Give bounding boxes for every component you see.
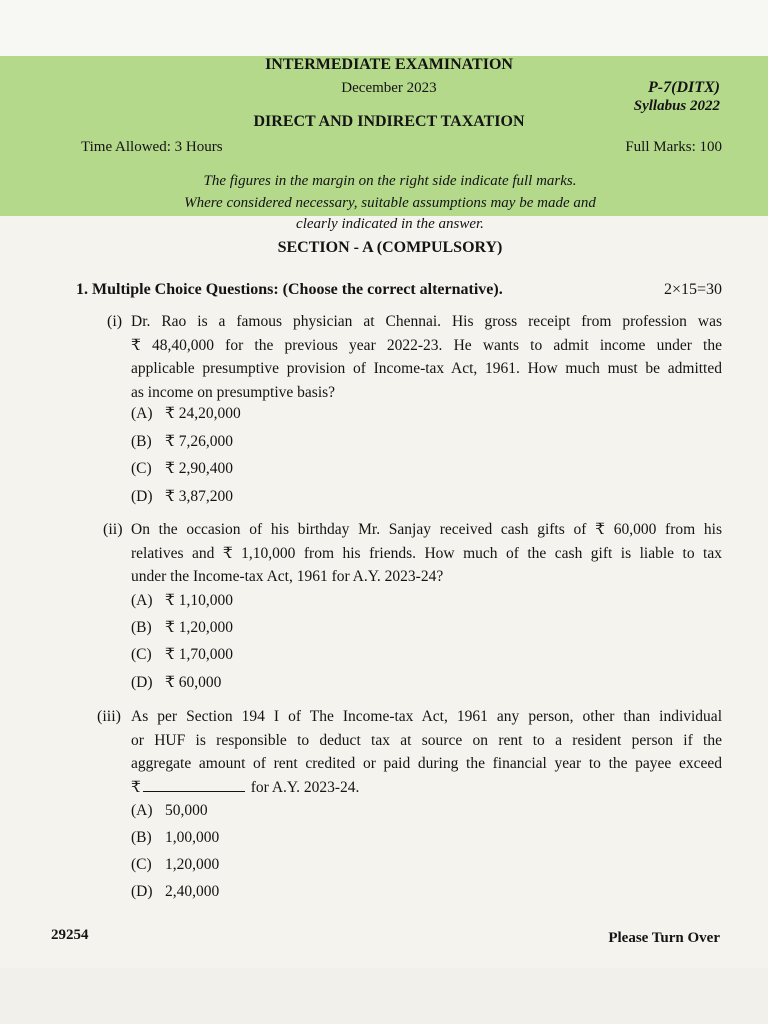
option-item[interactable] [131,487,233,507]
option-label: (A) [131,405,153,422]
question-line: Dr. Rao is a famous physician at Chennai. His gross receipt from profession was [131,313,722,330]
question-line: As per Section 194 I of The Income-tax Act, 1961 any person, other than individual [131,708,722,725]
instruction-assumptions-cont: clearly indicated in the answer. [296,216,484,232]
option-item[interactable] [131,618,233,638]
option-text: 1,00,000 [165,829,220,846]
subject-title: DIRECT AND INDIRECT TAXATION [253,113,525,130]
question-line: ₹ 48,40,000 for the previous year 2022-23. He wants to admit income under the [131,336,722,354]
option-text: ₹ 60,000 [165,674,222,691]
option-label: (D) [131,883,153,900]
option-label: (B) [131,619,152,636]
option-item[interactable] [131,673,221,693]
question-line: applicable presumptive provision of Income-tax Act, 1961. How much must be admitted [131,360,722,377]
option-label: (C) [131,856,152,873]
option-item[interactable] [131,645,233,665]
option-text: 50,000 [165,802,208,819]
option-item[interactable] [131,801,208,821]
section-title: SECTION - A (COMPULSORY) [277,239,503,256]
time-allowed: Time Allowed: 3 Hours [81,139,223,155]
option-label: (B) [131,829,152,846]
question-line: under the Income-tax Act, 1961 for A.Y. 2023-24? [131,568,444,585]
option-item[interactable] [131,882,219,902]
full-marks: Full Marks: 100 [625,139,722,155]
option-text: ₹ 24,20,000 [165,405,241,422]
rupee-symbol: ₹ [131,778,141,796]
option-item[interactable] [131,828,219,848]
exam-title: INTERMEDIATE EXAMINATION [265,56,513,73]
option-text: ₹ 1,70,000 [165,646,233,663]
option-item[interactable] [131,459,233,479]
option-text: ₹ 1,20,000 [165,619,233,636]
instruction-assumptions: Where considered necessary, suitable assumptions may be made and [184,195,596,211]
option-text: ₹ 3,87,200 [165,488,233,505]
option-item[interactable] [131,855,219,875]
option-text: 2,40,000 [165,883,220,900]
option-item[interactable] [131,591,233,611]
answer-blank [143,777,245,792]
question-number: (ii) [103,521,123,538]
option-item[interactable] [131,432,233,452]
exam-session: December 2023 [341,80,437,96]
question-line: relatives and ₹ 1,10,000 from his friends. How much of the cash gift is liable to tax [131,544,722,562]
paper-code: P-7(DITX) [648,79,720,96]
paper-serial-number: 29254 [51,927,89,943]
option-label: (D) [131,674,153,691]
question-text [131,310,722,404]
option-label: (A) [131,592,153,609]
question-number: (iii) [97,708,121,725]
question-heading: 1. Multiple Choice Questions: (Choose the correct alternative). [76,281,503,298]
question-line: as income on presumptive basis? [131,383,336,401]
option-label: (A) [131,802,153,819]
question-line: On the occasion of his birthday Mr. Sanjay received cash gifts of ₹ 60,000 from his [131,521,722,538]
question-line: or HUF is responsible to deduct tax at source on rent to a resident person if the [131,731,722,749]
question-line-suffix: for A.Y. 2023-24. [250,778,360,796]
option-label: (C) [131,646,152,663]
option-item[interactable] [131,404,241,424]
question-line: aggregate amount of rent credited or paid during the financial year to the payee exceed [131,755,722,772]
question-number: (i) [107,313,123,330]
syllabus-label: Syllabus 2022 [633,98,720,114]
question-line [131,776,722,800]
option-label: (B) [131,433,152,450]
option-text: ₹ 2,90,400 [165,460,233,477]
option-text: ₹ 1,10,000 [165,592,233,609]
question-text [131,705,722,799]
page-top-margin [0,0,768,56]
page-bottom-margin [0,968,768,1024]
option-label: (C) [131,460,152,477]
question-text [131,518,722,589]
option-label: (D) [131,488,153,505]
option-text: 1,20,000 [165,856,220,873]
question-marks: 2×15=30 [663,281,722,298]
instruction-marks: The figures in the margin on the right side indicate full marks. [203,173,577,189]
option-text: ₹ 7,26,000 [165,433,233,450]
please-turn-over: Please Turn Over [608,930,720,946]
